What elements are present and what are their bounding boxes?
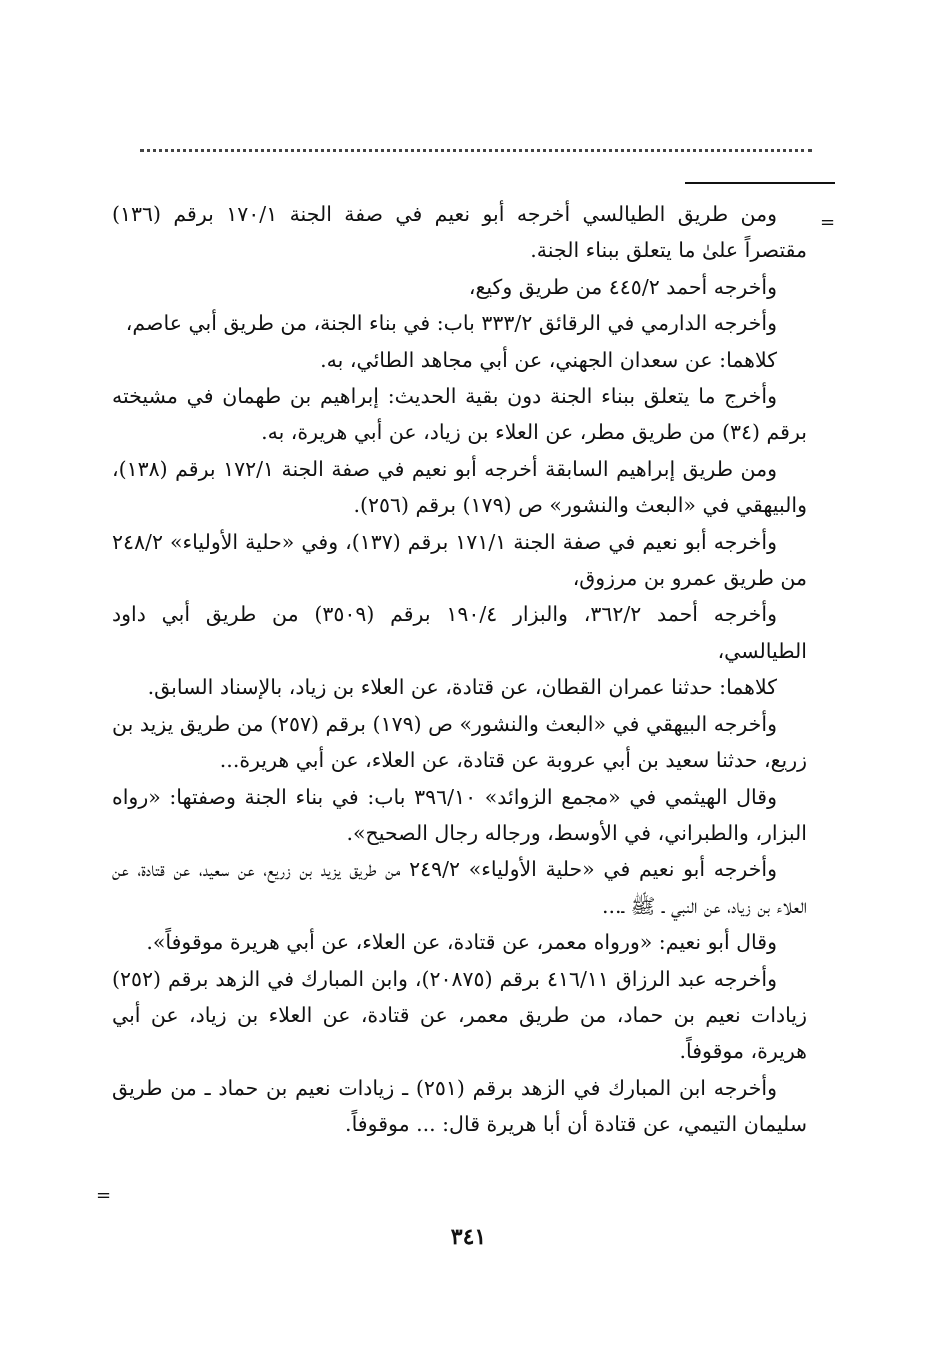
- page-number: ٣٤١: [450, 1224, 487, 1250]
- footnote-paragraph: وأخرجه أبو نعيم في «حلية الأولياء» ٢٤٩/٢ من طريق يزيد بن زريع، عن سعيد، عن قتادة، عن العلاء بن زياد، عن النبي ـ ﷺ ـ...: [112, 857, 807, 918]
- footnote-paragraph: وأخرجه عبد الرزاق ٤١٦/١١ برقم (٢٠٨٧٥)، وابن المبارك في الزهد برقم (٢٥٢) زيادات نعيم بن حماد، من طريق معمر، عن قتادة، عن العلاء بن زياد، عن أبي هريرة، موقوفاً.: [112, 966, 807, 1064]
- footnote-paragraph: وأخرجه ابن المبارك في الزهد برقم (٢٥١) ـ زيادات نعيم بن حماد ـ من طريق سليمان التيمي، عن قتادة أن أبا هريرة قال: ... موقوفاً.: [112, 1075, 807, 1137]
- footnote-paragraph: كلاهما: حدثنا عمران القطان، عن قتادة، عن العلاء بن زياد، بالإسناد السابق.: [147, 675, 777, 700]
- continuation-mark-bottom: =: [96, 1185, 112, 1206]
- dotted-separator: [140, 149, 812, 152]
- footnote-paragraph: وأخرج ما يتعلق ببناء الجنة دون بقية الحديث: إبراهيم بن طهمان في مشيخته برقم (٣٤) من طريق مطر، عن العلاء بن زياد، عن أبي هريرة، به.: [112, 384, 807, 445]
- footnote-paragraph: ومن طريق الطيالسي أخرجه أبو نعيم في صفة الجنة ١٧٠/١ برقم (١٣٦) مقتصراً علىٰ ما يتعلق ببناء الجنة.: [112, 202, 807, 263]
- footnote-paragraph: وأخرجه الدارمي في الرقائق ٣٣٣/٢ باب: في بناء الجنة، من طريق أبي عاصم،: [125, 311, 777, 336]
- footnote-paragraph: وأخرجه أبو نعيم في صفة الجنة ١٧١/١ برقم (١٣٧)، وفي «حلية الأولياء» ٢٤٨/٢ من طريق عمرو بن مرزوق،: [112, 529, 807, 591]
- footnote-paragraph: وقال أبو نعيم: «ورواه معمر، عن قتادة، عن العلاء، عن أبي هريرة موقوفاً».: [146, 930, 777, 955]
- footnote-paragraph: وأخرجه البيهقي في «البعث والنشور» ص (١٧٩) برقم (٢٥٧) من طريق يزيد بن زريع، حدثنا سعيد بن أبي عروبة عن قتادة، عن العلاء، عن أبي هريرة...: [112, 711, 807, 773]
- footnote-paragraph: ومن طريق إبراهيم السابقة أخرجه أبو نعيم في صفة الجنة ١٧٢/١ برقم (١٣٨)، والبيهقي في «البعث والنشور» ص (١٧٩) برقم (٢٥٦).: [112, 456, 807, 518]
- footnote-paragraph: وقال الهيثمي في «مجمع الزوائد» ٣٩٦/١٠ باب: في بناء الجنة وصفتها: «رواه البزار، والطبراني، في الأوسط، ورجاله رجال الصحيح».: [112, 784, 807, 845]
- footnote-separator-line: [685, 182, 835, 184]
- footnote-paragraph: وأخرجه أحمد ٣٦٢/٢، والبزار ١٩٠/٤ برقم (٣٥٠٩) من طريق أبي داود الطيالسي،: [112, 602, 807, 663]
- footnote-paragraph: وأخرجه أحمد ٤٤٥/٢ من طريق وكيع،: [468, 274, 777, 299]
- footnote-paragraph: كلاهما: عن سعدان الجهني، عن أبي مجاهد الطائي، به.: [320, 347, 777, 372]
- continuation-mark-top: =: [820, 212, 836, 233]
- footnotes-block: [112, 196, 807, 1143]
